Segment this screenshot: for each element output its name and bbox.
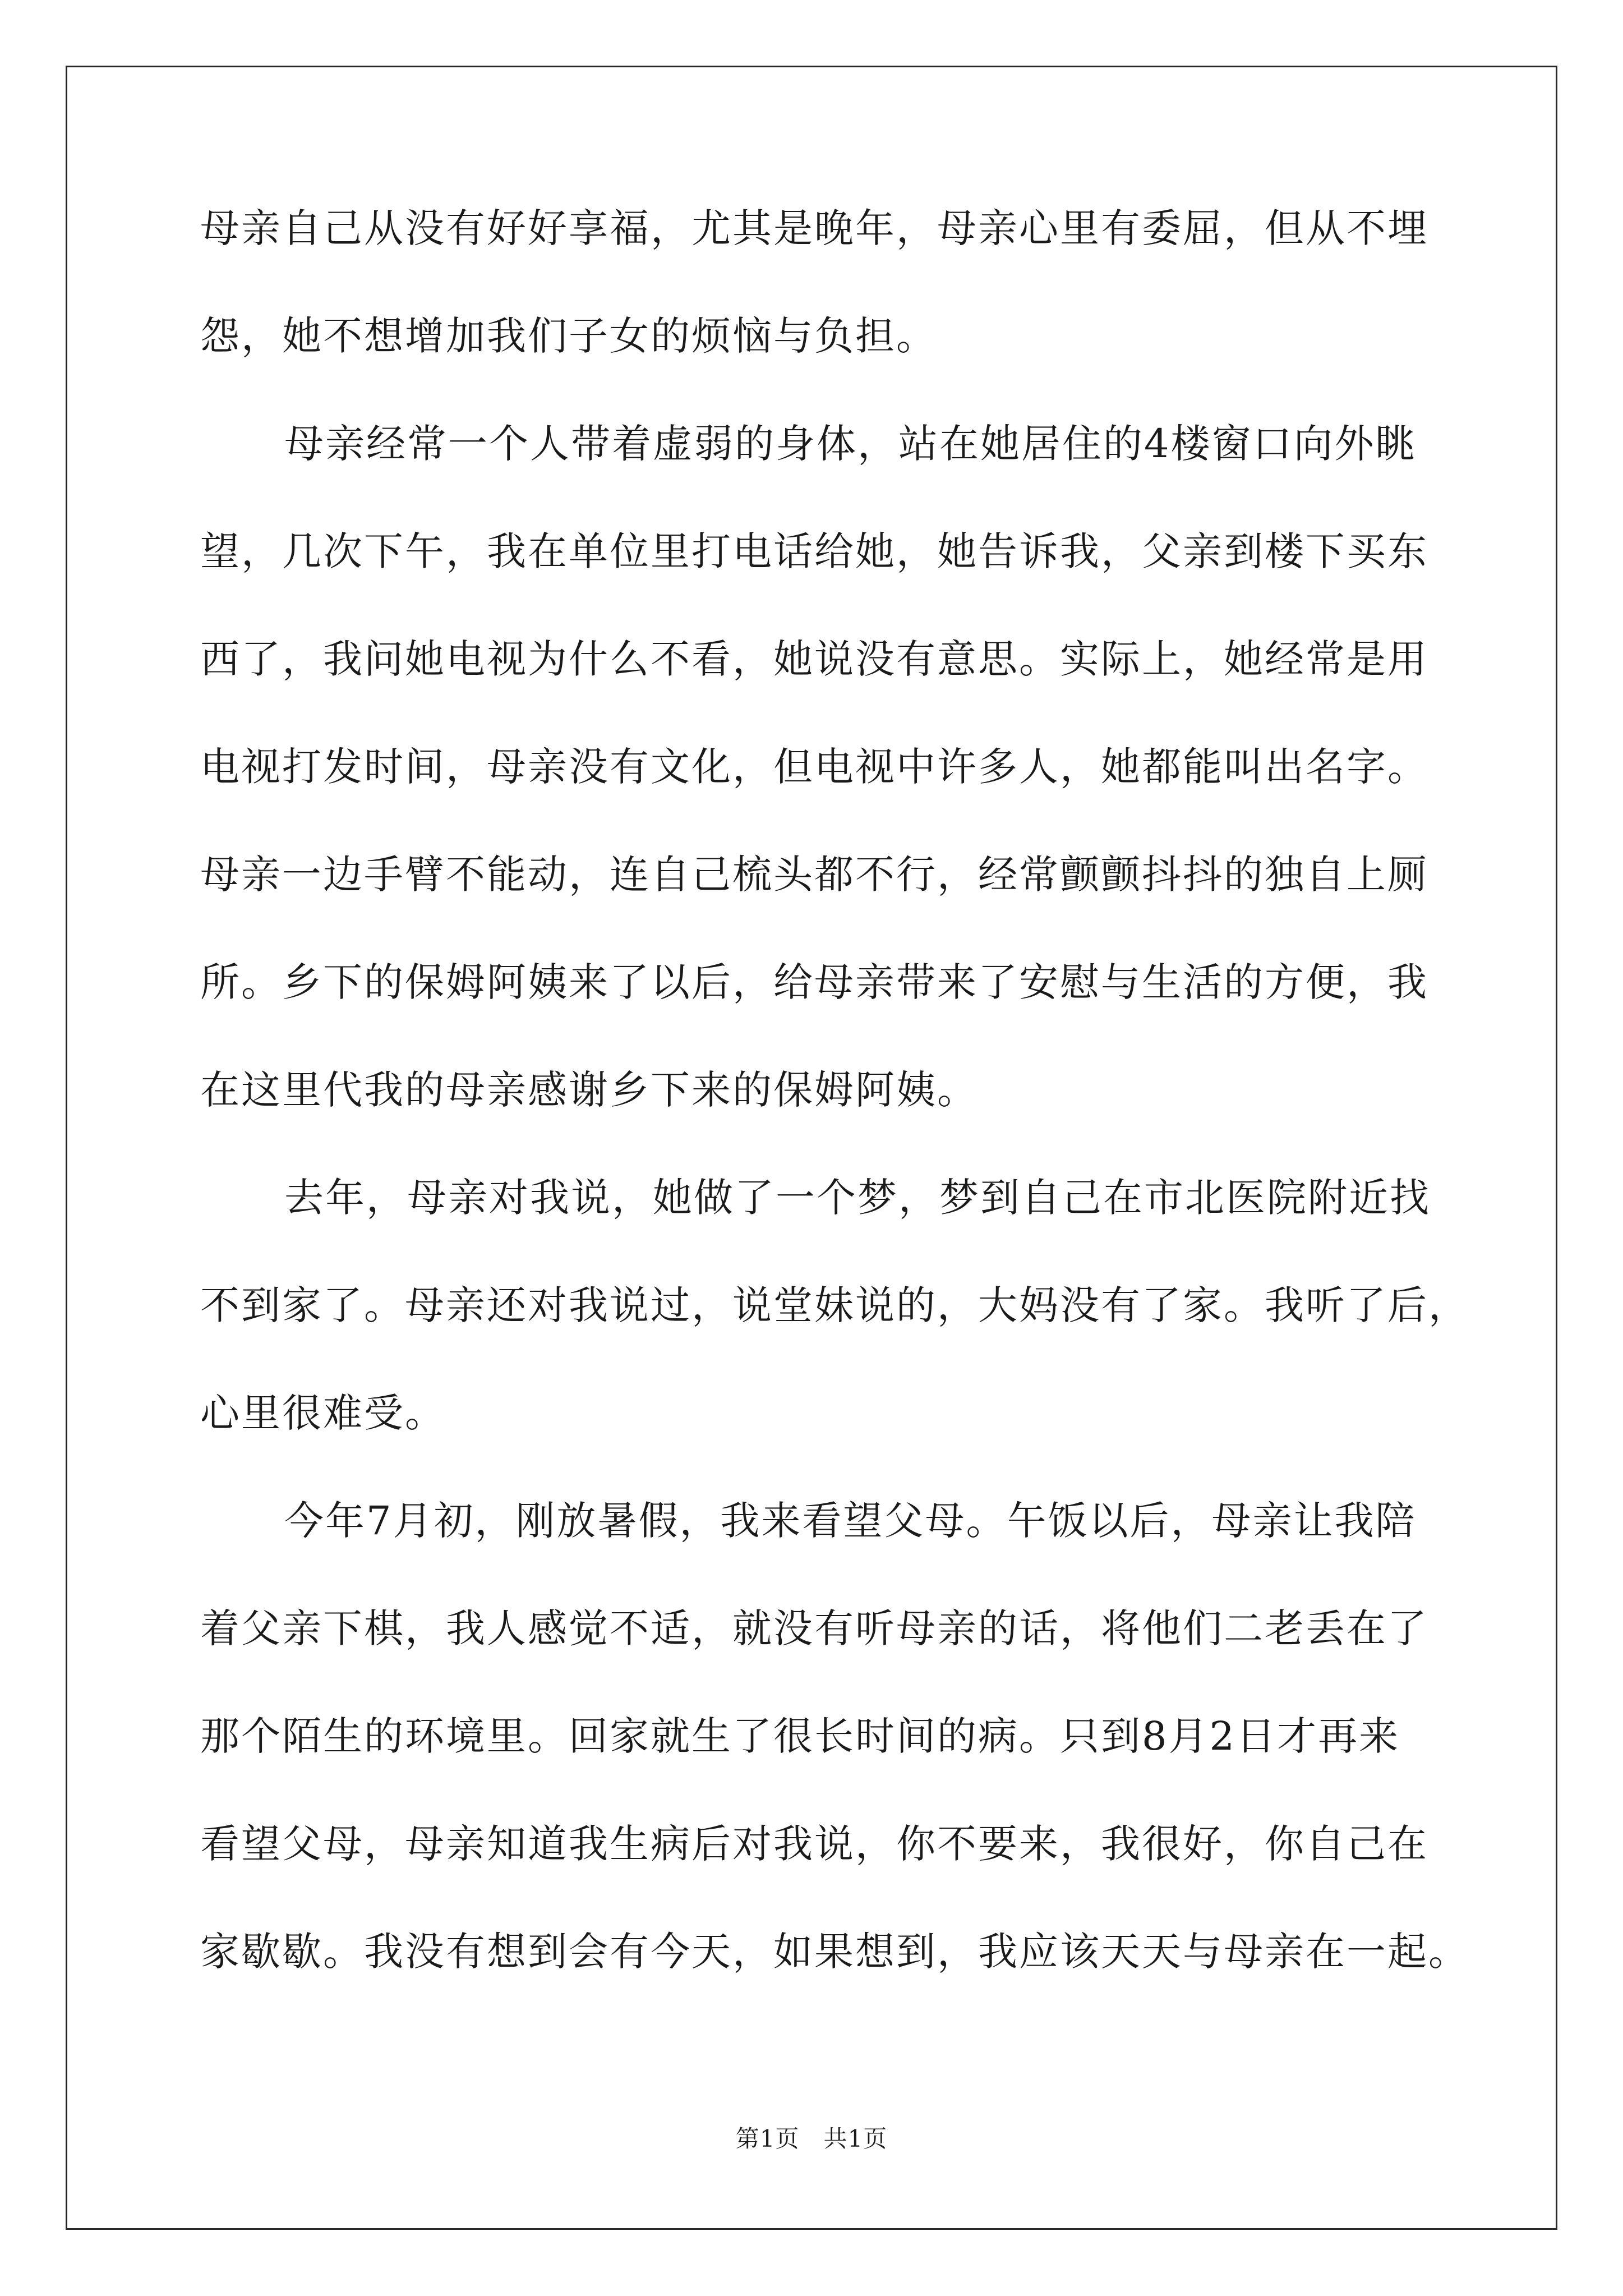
- text-line: 心里很难受。: [200, 1390, 446, 1436]
- text-line: 望，几次下午，我在单位里打电话给她，她告诉我，父亲到楼下买东: [200, 528, 1428, 574]
- text-line: 家歇歇。我没有想到会有今天，如果想到，我应该天天与母亲在一起。: [200, 1929, 1469, 1975]
- text-line: 怨，她不想增加我们子女的烦恼与负担。: [200, 313, 937, 359]
- text-line: 电视打发时间，母亲没有文化，但电视中许多人，她都能叫出名字。: [200, 744, 1428, 790]
- text-line: 不到家了。母亲还对我说过，说堂妹说的，大妈没有了家。我听了后，: [200, 1282, 1469, 1328]
- paragraph-start-line: 去年，母亲对我说，她做了一个梦，梦到自己在市北医院附近找: [284, 1175, 1431, 1221]
- text-line: 西了，我问她电视为什么不看，她说没有意思。实际上，她经常是用: [200, 636, 1428, 682]
- text-line: 在这里代我的母亲感谢乡下来的保姆阿姨。: [200, 1067, 978, 1113]
- page-number-footer: 第1页 共1页: [735, 2125, 888, 2152]
- paragraph-start-line: 母亲经常一个人带着虚弱的身体，站在她居住的4楼窗口向外眺: [284, 421, 1417, 467]
- text-line: 母亲自己从没有好好享福，尤其是晚年，母亲心里有委屈，但从不埋: [200, 205, 1428, 251]
- document-body: [200, 205, 1469, 2040]
- text-line: 所。乡下的保姆阿姨来了以后，给母亲带来了安慰与生活的方便，我: [200, 959, 1428, 1005]
- text-line: 着父亲下棋，我人感觉不适，就没有听母亲的话，将他们二老丢在了: [200, 1605, 1428, 1651]
- paragraph-start-line: 今年7月初，刚放暑假，我来看望父母。午饭以后，母亲让我陪: [284, 1498, 1417, 1544]
- text-line: 看望父母，母亲知道我生病后对我说，你不要来，我很好，你自己在: [200, 1821, 1428, 1867]
- text-line: 那个陌生的环境里。回家就生了很长时间的病。只到8月2日才再来: [200, 1713, 1400, 1759]
- text-line: 母亲一边手臂不能动，连自己梳头都不行，经常颤颤抖抖的独自上厕: [200, 852, 1428, 898]
